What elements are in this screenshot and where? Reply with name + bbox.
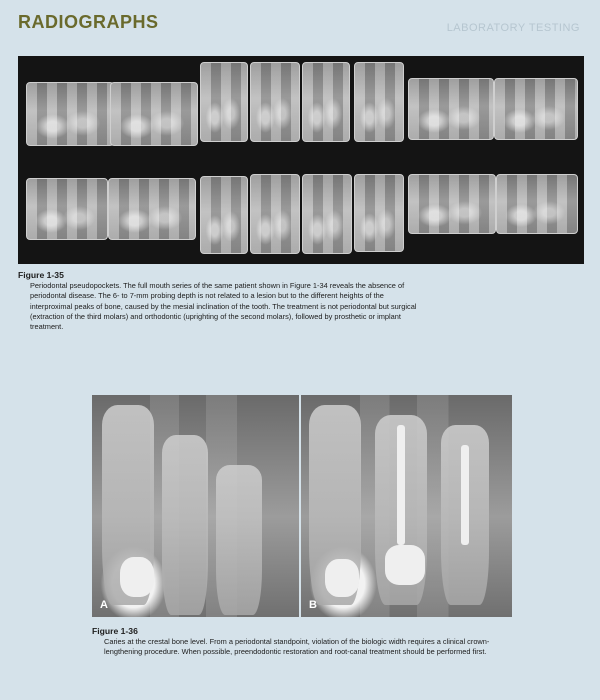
figure-1-35-caption — [18, 270, 422, 332]
radiograph-film — [26, 178, 108, 240]
section-header: RADIOGRAPHS — [18, 12, 159, 32]
radiograph-film — [302, 62, 350, 142]
radiograph-film — [354, 62, 404, 142]
bleed-through-text: LABORATORY TESTING — [446, 22, 580, 34]
tooth — [216, 465, 262, 615]
panel-letter: A — [100, 599, 108, 611]
radiograph-film — [354, 174, 404, 252]
restoration — [325, 559, 359, 597]
radiograph-film — [250, 62, 300, 142]
caption-text: Caries at the crestal bone level. From a periodontal standpoint, violation of the biologic width requires a clinical crown-lengthening procedure. When possible, preendodontic restoration and root-canal treatment should be performed first. — [104, 637, 490, 657]
caption-text: Periodontal pseudopockets. The full mouth series of the same patient shown in Figure 1-34 reveals the absence of periodontal disease. The 6- to 7-mm probing depth is not related to a lesion but to the different heights of the interproximal peaks of bone, caused by the mesial inclination of the tooth. The treatment is not periodontal but surgical (extraction of the third molars) and orthodontic (uprighting of the second molars), followed by prosthetic or implant treatment. — [30, 281, 417, 332]
root-canal-filling — [461, 445, 469, 545]
restoration — [385, 545, 425, 585]
panel-letter: B — [309, 599, 317, 611]
radiograph-panel-a — [92, 395, 299, 617]
radiograph-film — [200, 62, 248, 142]
tooth — [162, 435, 208, 615]
radiograph-film — [26, 82, 114, 146]
radiograph-film — [496, 174, 578, 234]
radiograph-film — [110, 82, 198, 146]
radiograph-panel-b — [301, 395, 512, 617]
root-canal-filling — [397, 425, 405, 545]
radiograph-film — [200, 176, 248, 254]
full-mouth-series-image — [18, 56, 584, 264]
figure-1-36-caption — [92, 626, 512, 658]
radiograph-film — [494, 78, 578, 140]
restoration — [120, 557, 154, 597]
radiograph-film — [408, 78, 494, 140]
radiograph-film — [408, 174, 496, 234]
radiograph-film — [302, 174, 352, 254]
figure-label: Figure 1-35 — [18, 270, 64, 280]
radiograph-film — [250, 174, 300, 254]
figure-label: Figure 1-36 — [92, 626, 138, 636]
radiograph-film — [108, 178, 196, 240]
